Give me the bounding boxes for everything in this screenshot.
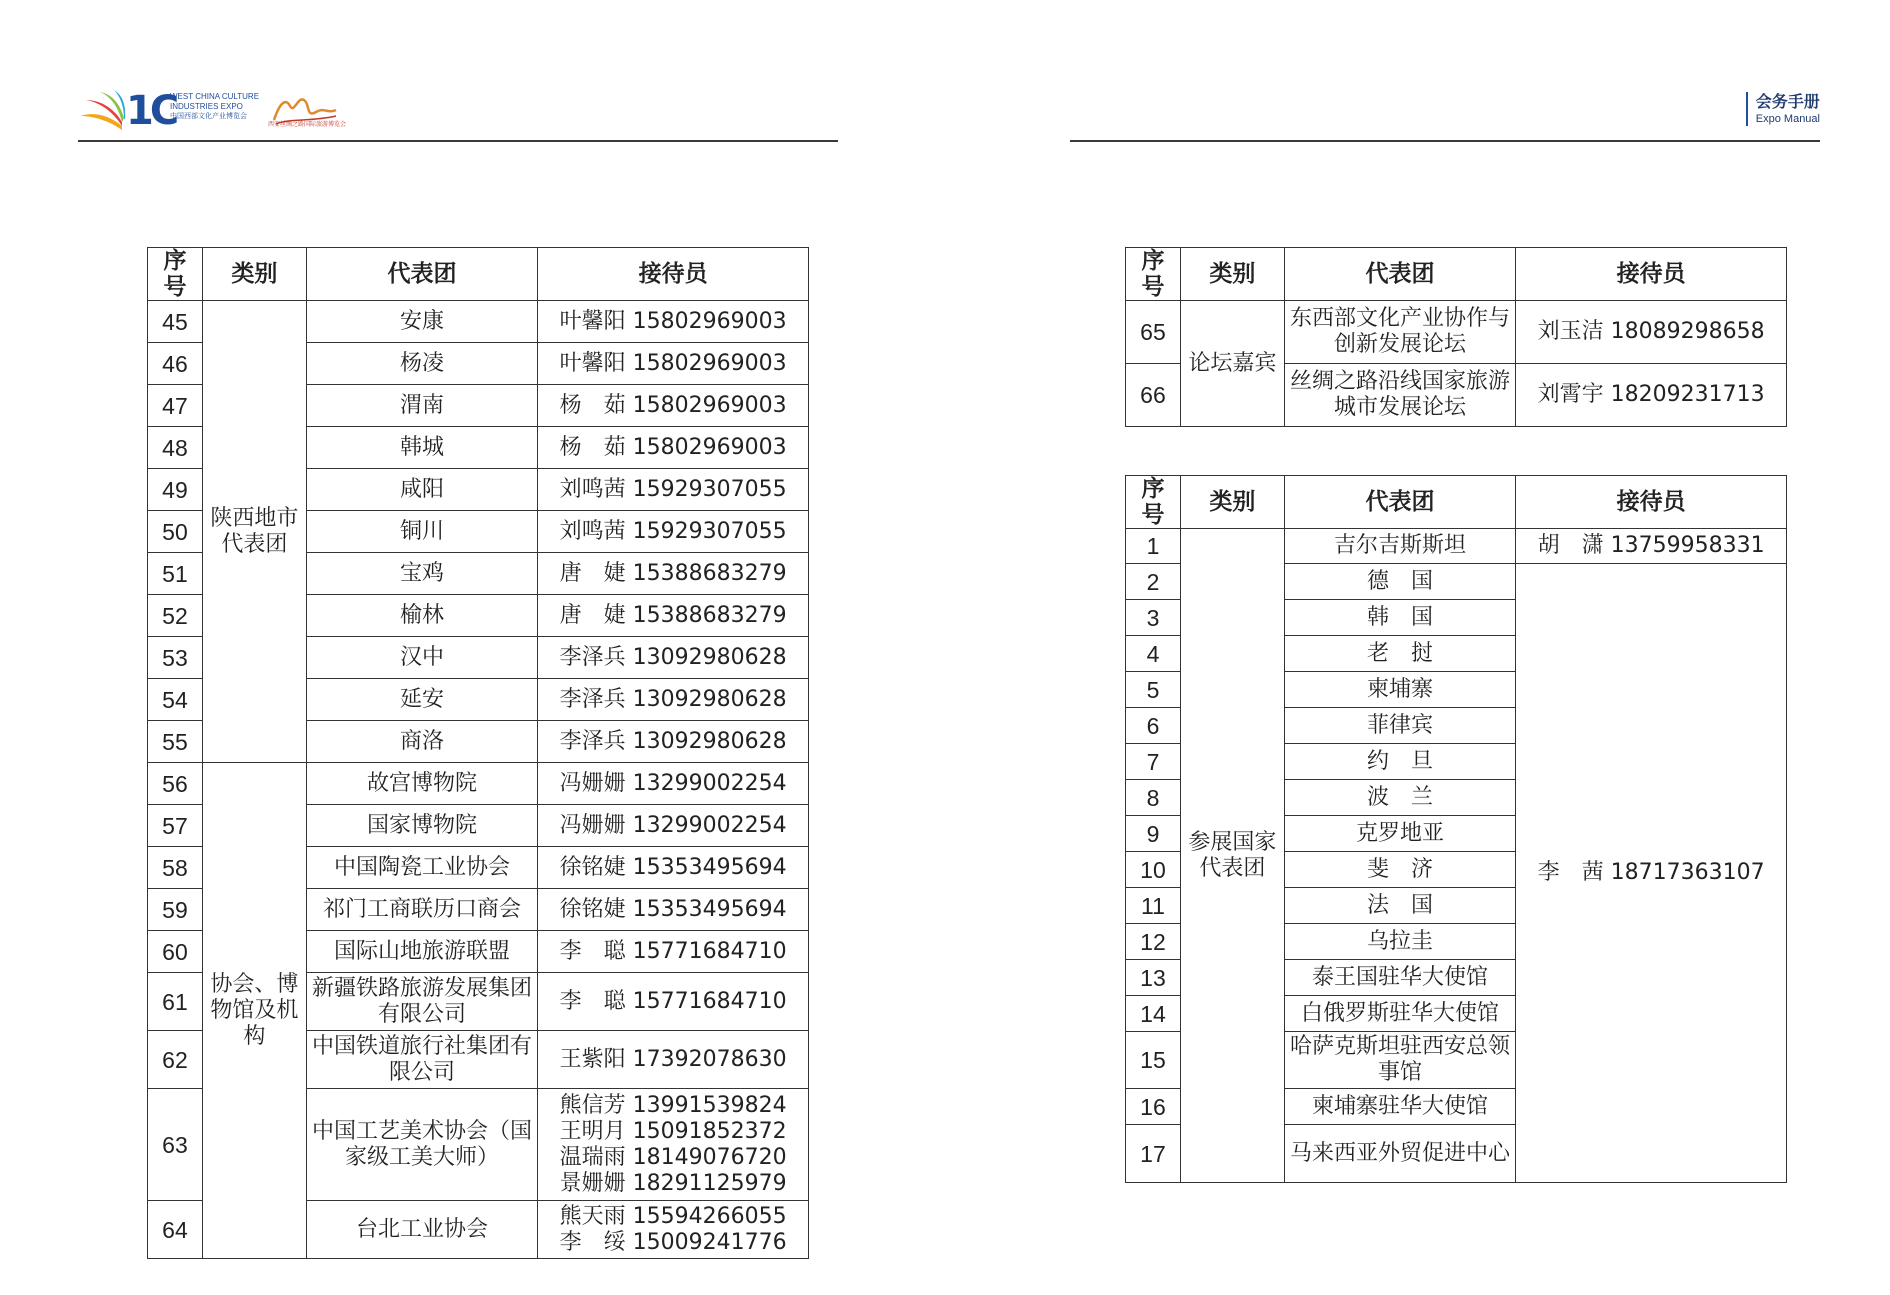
col-seq: 序号 <box>148 248 203 301</box>
delegation-name: 斐 济 <box>1284 852 1516 888</box>
row-number: 52 <box>148 595 203 637</box>
receptionist-contact: 冯姗姗 13299002254 <box>538 805 809 847</box>
col-category: 类别 <box>1180 476 1284 529</box>
receptionist-contact: 冯姗姗 13299002254 <box>538 763 809 805</box>
table-row <box>1126 529 1787 564</box>
row-number: 1 <box>1126 529 1181 564</box>
receptionist-line: 熊天雨 15594266055 <box>559 1203 787 1229</box>
row-number: 55 <box>148 721 203 763</box>
receptionist-contact: 刘鸣茜 15929307055 <box>538 469 809 511</box>
row-number: 8 <box>1126 780 1181 816</box>
header-right <box>1070 88 1820 142</box>
forum-reception-table <box>1125 247 1787 427</box>
category-countries: 参展国家代表团 <box>1180 529 1284 1183</box>
row-number: 64 <box>148 1201 203 1259</box>
col-category: 类别 <box>1180 248 1284 301</box>
table-row <box>148 301 809 343</box>
row-number: 60 <box>148 931 203 973</box>
delegation-name: 克罗地亚 <box>1284 816 1516 852</box>
row-number: 13 <box>1126 960 1181 996</box>
delegation-name: 吉尔吉斯斯坦 <box>1284 529 1516 564</box>
delegation-name: 丝绸之路沿线国家旅游城市发展论坛 <box>1284 364 1516 427</box>
receptionist-contact: 杨 茹 15802969003 <box>538 427 809 469</box>
receptionist-line: 李 绥 15009241776 <box>559 1229 787 1255</box>
category-forum: 论坛嘉宾 <box>1180 301 1284 427</box>
receptionist-contact <box>538 1201 809 1259</box>
table-header-row <box>1126 248 1787 301</box>
receptionist-contact: 叶馨阳 15802969003 <box>538 343 809 385</box>
delegation-name: 延安 <box>306 679 538 721</box>
row-number: 45 <box>148 301 203 343</box>
row-number: 56 <box>148 763 203 805</box>
table-header-row <box>1126 476 1787 529</box>
col-receptionist: 接待员 <box>1516 476 1787 529</box>
delegation-name: 国家博物院 <box>306 805 538 847</box>
col-seq: 序号 <box>1126 248 1181 301</box>
expo-manual-label: 会务手册 Expo Manual <box>1746 92 1820 126</box>
row-number: 47 <box>148 385 203 427</box>
row-number: 62 <box>148 1031 203 1089</box>
delegation-name: 新疆铁路旅游发展集团有限公司 <box>306 973 538 1031</box>
row-number: 4 <box>1126 636 1181 672</box>
receptionist-contact: 刘鸣茜 15929307055 <box>538 511 809 553</box>
expo-fan-logo-icon <box>78 90 126 134</box>
silk-road-expo-text: 西安丝绸之路国际旅游博览会 <box>268 122 347 128</box>
receptionist-contact: 李 茜 18717363107 <box>1516 564 1787 1183</box>
delegation-name: 商洛 <box>306 721 538 763</box>
row-number: 66 <box>1126 364 1181 427</box>
delegation-name: 韩城 <box>306 427 538 469</box>
left-reception-table <box>147 247 809 1259</box>
row-number: 59 <box>148 889 203 931</box>
delegation-name: 咸阳 <box>306 469 538 511</box>
receptionist-contact: 杨 茹 15802969003 <box>538 385 809 427</box>
receptionist-contact: 李泽兵 13092980628 <box>538 721 809 763</box>
col-receptionist: 接待员 <box>538 248 809 301</box>
delegation-name: 柬埔寨驻华大使馆 <box>1284 1089 1516 1125</box>
delegation-name: 故宫博物院 <box>306 763 538 805</box>
col-delegation: 代表团 <box>306 248 538 301</box>
delegation-name: 祁门工商联历口商会 <box>306 889 538 931</box>
category-associations: 协会、博物馆及机构 <box>202 763 306 1259</box>
row-number: 16 <box>1126 1089 1181 1125</box>
delegation-name: 泰王国驻华大使馆 <box>1284 960 1516 996</box>
delegation-name: 安康 <box>306 301 538 343</box>
row-number: 49 <box>148 469 203 511</box>
col-receptionist: 接待员 <box>1516 248 1787 301</box>
row-number: 11 <box>1126 888 1181 924</box>
row-number: 2 <box>1126 564 1181 600</box>
delegation-name: 德 国 <box>1284 564 1516 600</box>
delegation-name: 韩 国 <box>1284 600 1516 636</box>
row-number: 63 <box>148 1089 203 1201</box>
country-reception-table <box>1125 475 1787 1183</box>
row-number: 5 <box>1126 672 1181 708</box>
receptionist-contact: 李 聪 15771684710 <box>538 973 809 1031</box>
delegation-name: 渭南 <box>306 385 538 427</box>
receptionist-contact: 李泽兵 13092980628 <box>538 637 809 679</box>
delegation-name: 老 挝 <box>1284 636 1516 672</box>
delegation-name: 法 国 <box>1284 888 1516 924</box>
delegation-name: 中国工艺美术协会（国家级工美大师） <box>306 1089 538 1201</box>
row-number: 14 <box>1126 996 1181 1032</box>
receptionist-contact: 李 聪 15771684710 <box>538 931 809 973</box>
row-number: 54 <box>148 679 203 721</box>
delegation-name: 铜川 <box>306 511 538 553</box>
receptionist-contact: 王紫阳 17392078630 <box>538 1031 809 1089</box>
delegation-name: 汉中 <box>306 637 538 679</box>
receptionist-contact: 徐铭婕 15353495694 <box>538 889 809 931</box>
row-number: 61 <box>148 973 203 1031</box>
delegation-name: 菲律宾 <box>1284 708 1516 744</box>
header-left <box>78 88 838 142</box>
expo-logo-text: WEST CHINA CULTURE INDUSTRIES EXPO 中国西部文化产业博览会 <box>170 92 260 120</box>
delegation-name: 中国铁道旅行社集团有限公司 <box>306 1031 538 1089</box>
receptionist-contact <box>538 1089 809 1201</box>
delegation-name: 中国陶瓷工业协会 <box>306 847 538 889</box>
table-header-row <box>148 248 809 301</box>
table-row <box>1126 301 1787 364</box>
receptionist-contact: 叶馨阳 15802969003 <box>538 301 809 343</box>
row-number: 15 <box>1126 1032 1181 1089</box>
delegation-name: 台北工业协会 <box>306 1201 538 1259</box>
delegation-name: 榆林 <box>306 595 538 637</box>
receptionist-line: 王明月 15091852372 <box>559 1118 787 1144</box>
receptionist-contact: 刘玉洁 18089298658 <box>1516 301 1787 364</box>
receptionist-line: 景姗姗 18291125979 <box>559 1170 787 1196</box>
delegation-name: 哈萨克斯坦驻西安总领事馆 <box>1284 1032 1516 1089</box>
row-number: 46 <box>148 343 203 385</box>
delegation-name: 柬埔寨 <box>1284 672 1516 708</box>
row-number: 57 <box>148 805 203 847</box>
receptionist-contact: 李泽兵 13092980628 <box>538 679 809 721</box>
row-number: 48 <box>148 427 203 469</box>
delegation-name: 东西部文化产业协作与创新发展论坛 <box>1284 301 1516 364</box>
col-category: 类别 <box>202 248 306 301</box>
delegation-name: 波 兰 <box>1284 780 1516 816</box>
delegation-name: 杨凌 <box>306 343 538 385</box>
row-number: 50 <box>148 511 203 553</box>
table-row <box>148 763 809 805</box>
col-delegation: 代表团 <box>1284 248 1516 301</box>
row-number: 58 <box>148 847 203 889</box>
delegation-name: 马来西亚外贸促进中心 <box>1284 1125 1516 1183</box>
row-number: 7 <box>1126 744 1181 780</box>
row-number: 3 <box>1126 600 1181 636</box>
row-number: 6 <box>1126 708 1181 744</box>
row-number: 65 <box>1126 301 1181 364</box>
receptionist-line: 熊信芳 13991539824 <box>559 1092 787 1118</box>
receptionist-contact: 刘霄宇 18209231713 <box>1516 364 1787 427</box>
row-number: 51 <box>148 553 203 595</box>
delegation-name: 乌拉圭 <box>1284 924 1516 960</box>
row-number: 9 <box>1126 816 1181 852</box>
expo-tenth-logo: 1C <box>126 88 176 134</box>
category-shaanxi: 陕西地市代表团 <box>202 301 306 763</box>
delegation-name: 国际山地旅游联盟 <box>306 931 538 973</box>
row-number: 10 <box>1126 852 1181 888</box>
row-number: 53 <box>148 637 203 679</box>
receptionist-contact: 徐铭婕 15353495694 <box>538 847 809 889</box>
receptionist-contact: 唐 婕 15388683279 <box>538 553 809 595</box>
receptionist-contact: 胡 潇 13759958331 <box>1516 529 1787 564</box>
col-seq: 序号 <box>1126 476 1181 529</box>
row-number: 12 <box>1126 924 1181 960</box>
receptionist-line: 温瑞雨 18149076720 <box>559 1144 787 1170</box>
delegation-name: 白俄罗斯驻华大使馆 <box>1284 996 1516 1032</box>
row-number: 17 <box>1126 1125 1181 1183</box>
receptionist-contact: 唐 婕 15388683279 <box>538 595 809 637</box>
col-delegation: 代表团 <box>1284 476 1516 529</box>
delegation-name: 宝鸡 <box>306 553 538 595</box>
delegation-name: 约 旦 <box>1284 744 1516 780</box>
